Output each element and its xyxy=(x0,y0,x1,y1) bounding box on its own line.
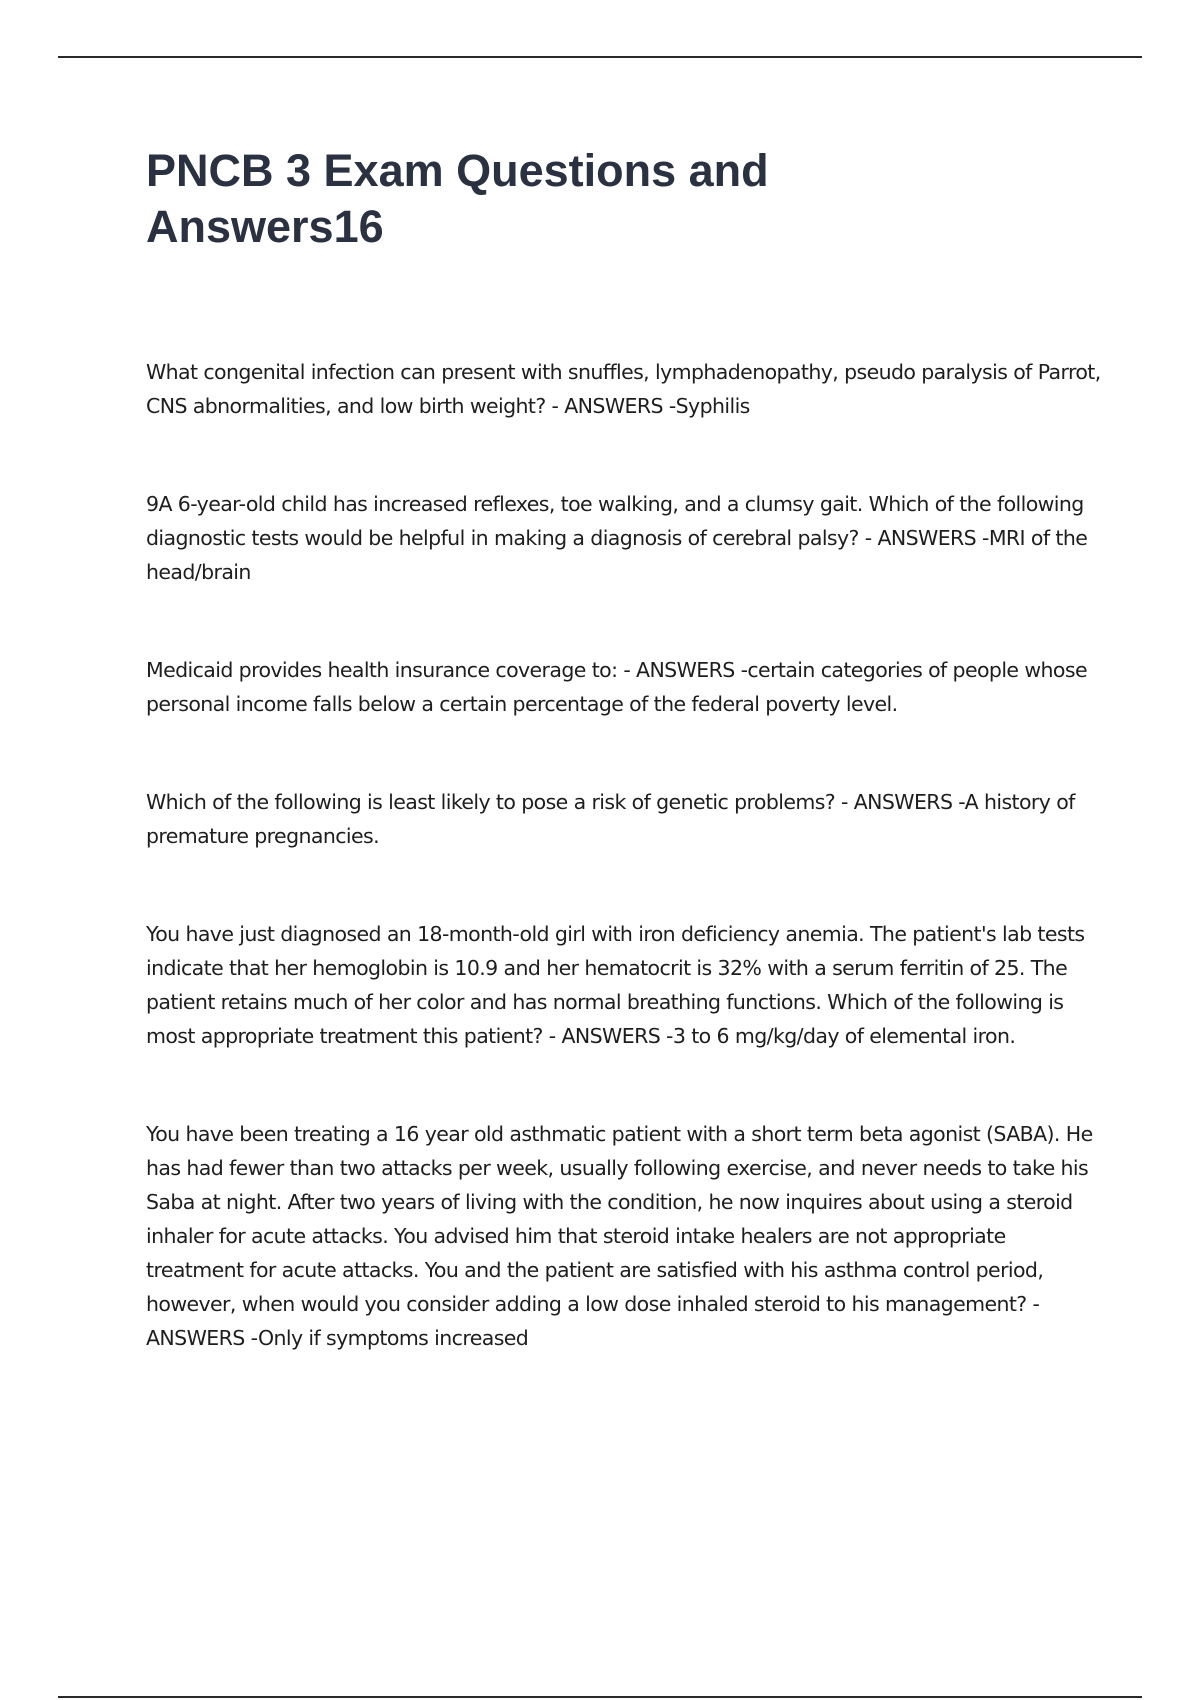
answer-text: Only if symptoms increased xyxy=(257,1326,529,1350)
answer-marker: - ANSWERS - xyxy=(864,526,989,550)
qa-item xyxy=(146,355,1106,423)
question-text: Medicaid provides health insurance coverage to: xyxy=(146,658,618,682)
qa-item xyxy=(146,917,1106,1053)
answer-marker: - ANSWERS - xyxy=(548,1024,673,1048)
answer-text: 3 to 6 mg/kg/day of elemental iron. xyxy=(672,1024,1016,1048)
qa-list xyxy=(146,355,1106,1419)
qa-item xyxy=(146,1117,1106,1355)
answer-text: A history of premature pregnancies. xyxy=(146,790,1075,848)
page-title: PNCB 3 Exam Questions and Answers16 xyxy=(146,145,769,252)
question-text: Which of the following is least likely to pose a risk of genetic problems? xyxy=(146,790,836,814)
qa-item xyxy=(146,785,1106,853)
qa-item xyxy=(146,487,1106,589)
question-text: You have just diagnosed an 18-month-old girl with iron deficiency anemia. The patient's lab tests indicate that her hemoglobin is 10.9 and her hematocrit is 32% with a serum ferritin of 25. The patient retains much of her color and has normal breathing functions. Which of the following is most appropriate treatment this patient? xyxy=(146,922,1085,1048)
bottom-rule xyxy=(58,1696,1142,1698)
answer-text: MRI of the head/brain xyxy=(146,526,1088,584)
answer-text: certain categories of people whose personal income falls below a certain percentage of the federal poverty level. xyxy=(146,658,1087,716)
question-text: What congenital infection can present with snuffles, lymphadenopathy, pseudo paralysis of Parrot, CNS abnormalities, and low birth weight? xyxy=(146,360,1101,418)
question-text: 9A 6-year-old child has increased reflexes, toe walking, and a clumsy gait. Which of the following diagnostic tests would be helpful in making a diagnosis of cerebral palsy? xyxy=(146,492,1084,550)
qa-item xyxy=(146,653,1106,721)
answer-marker: - ANSWERS - xyxy=(146,1292,1040,1350)
answer-marker: - ANSWERS - xyxy=(623,658,748,682)
question-text: You have been treating a 16 year old asthmatic patient with a short term beta agonist (SABA). He has had fewer than two attacks per week, usually following exercise, and never needs to take his Saba at night. After two years of living with the condition, he now inquires about using a steroid inhaler for acute attacks. You advised him that steroid intake healers are not appropriate treatment for acute attacks. You and the patient are satisfied with his asthma control period, however, when would you consider adding a low dose inhaled steroid to his management? xyxy=(146,1122,1093,1316)
answer-marker: - ANSWERS - xyxy=(841,790,965,814)
top-rule xyxy=(58,56,1142,58)
answer-marker: - ANSWERS - xyxy=(551,394,676,418)
answer-text: Syphilis xyxy=(675,394,750,418)
